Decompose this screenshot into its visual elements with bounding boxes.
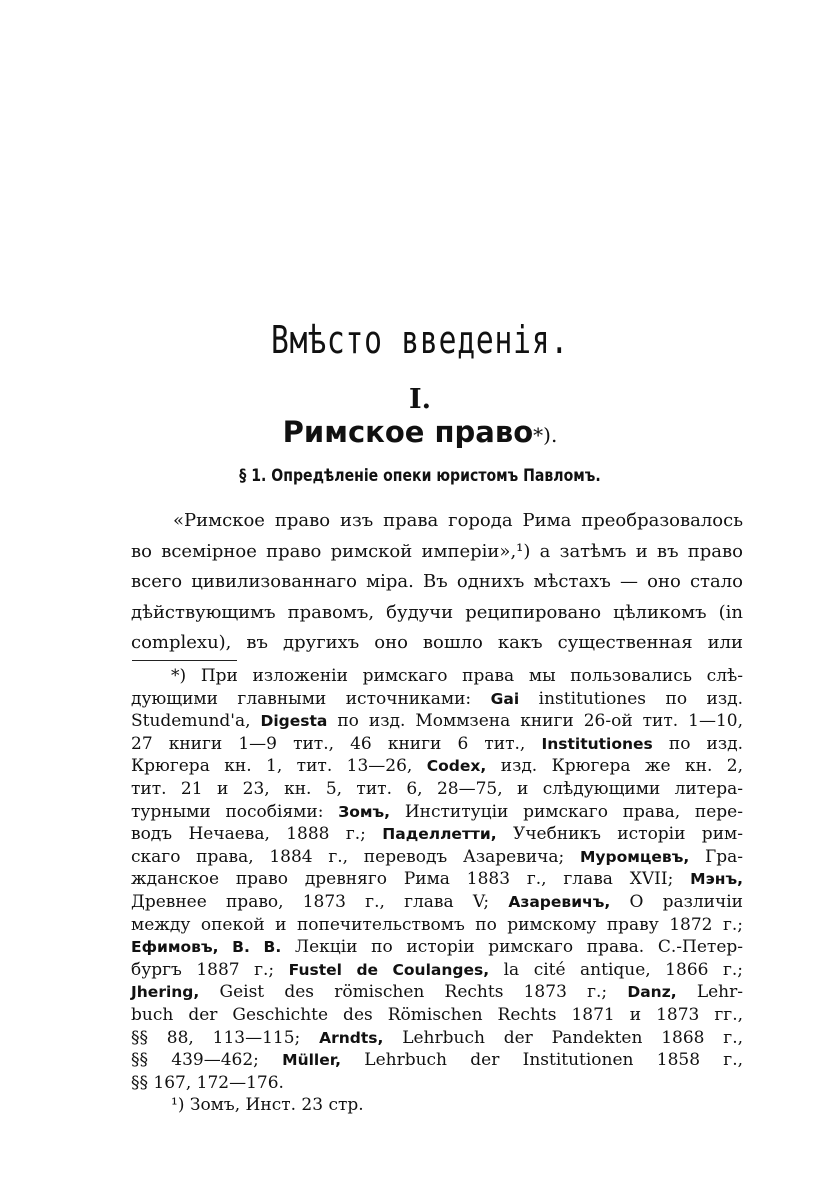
footnote-line xyxy=(131,1049,743,1072)
footnote-line xyxy=(131,710,743,733)
cited-author: Danz, xyxy=(627,983,677,1002)
footnote-line xyxy=(131,846,743,869)
cited-author: Мэнъ, xyxy=(690,870,743,889)
footnote-text: О различіи xyxy=(629,891,744,912)
footnote-line xyxy=(131,823,743,846)
footnote-marker: *) xyxy=(171,666,187,686)
cited-author: Fustel de Coulanges, xyxy=(288,960,490,979)
footnote-line: между опекой и попечительствомъ по римскому праву 1872 г.; xyxy=(131,914,743,935)
cited-author: Азаревичъ, xyxy=(508,892,611,911)
part-title-footnote-mark: *). xyxy=(533,423,558,447)
body-line: дѣйствующимъ правомъ, будучи реципировано цѣликомъ (in xyxy=(131,601,743,623)
body-paragraph xyxy=(131,506,743,659)
footnotes xyxy=(131,665,743,1117)
footnote-text: по изд. Моммзена книги 26-ой тит. 1—10, xyxy=(337,711,743,732)
footnote-line xyxy=(131,936,743,959)
footnote-text: Крюгера кн. 1, тит. 13—26, xyxy=(131,756,413,777)
cited-author: Муромцевъ, xyxy=(579,847,690,866)
footnote-text: Lehrbuch der Institutionen 1858 г., xyxy=(364,1050,743,1071)
cited-source: Digesta xyxy=(260,712,328,731)
footnote-text: дующими главными источниками: xyxy=(131,688,472,709)
footnote-text: la cité antique, 1866 г.; xyxy=(503,959,743,980)
body-line: всего цивилизованнаго міра. Въ однихъ мѣстахъ — оно стало xyxy=(131,571,743,592)
footnote-line xyxy=(131,665,743,688)
footnote-text: жданское право древняго Рима 1883 г., глава XVII; xyxy=(131,869,674,890)
body-line: complexu), въ другихъ оно вошло какъ существенная или xyxy=(131,632,743,653)
footnote-text: Studemund'a, xyxy=(131,711,251,732)
footnote-line xyxy=(131,801,743,824)
cited-author: Jhering, xyxy=(131,983,200,1002)
footnote-text: скаго права, 1884 г., переводъ Азаревича; xyxy=(131,846,565,867)
cited-author: Паделлетти, xyxy=(382,825,497,844)
footnote-text: бургъ 1887 г.; xyxy=(131,959,275,980)
footnote-text: Лекціи по исторіи римскаго права. С.-Петер- xyxy=(294,937,744,958)
footnote-text: изд. Крюгера же кн. 2, xyxy=(500,756,744,777)
part-title xyxy=(0,415,840,449)
footnote-line xyxy=(131,733,743,756)
cited-author: Ефимовъ, В. В. xyxy=(131,938,282,957)
footnote-text: При изложеніи римскаго права мы пользовались слѣ- xyxy=(200,666,743,686)
footnote-text: Учебникъ исторіи рим- xyxy=(513,824,743,845)
cited-author: Arndts, xyxy=(319,1028,384,1047)
footnote-marker: ¹) xyxy=(171,1095,185,1116)
footnote-line: §§ 167, 172—176. xyxy=(131,1072,284,1093)
part-title-text: Римское право xyxy=(282,415,534,449)
cited-author: Müller, xyxy=(282,1051,342,1070)
footnote-text: institutiones по изд. xyxy=(538,688,744,709)
footnote-line xyxy=(131,1027,743,1050)
footnote-text: §§ 88, 113—115; xyxy=(131,1027,301,1048)
footnote-text: по изд. xyxy=(668,733,744,754)
footnote-line xyxy=(131,868,743,891)
footnote-line xyxy=(131,959,743,982)
part-number: I. xyxy=(408,384,432,415)
section-heading: § 1. Опредѣленіе опеки юристомъ Павломъ. xyxy=(239,466,601,486)
footnote-text: Geist des römischen Rechts 1873 г.; xyxy=(219,982,608,1003)
footnote-text: Гра- xyxy=(705,846,744,867)
footnote-text: водъ Нечаева, 1888 г.; xyxy=(131,824,366,845)
footnote-line: buch der Geschichte des Römischen Rechts 1871 и 1873 гг., xyxy=(131,1004,743,1025)
footnote-text: Зомъ, Инст. 23 стр. xyxy=(189,1095,364,1116)
footnote-text: 27 книги 1—9 тит., 46 книги 6 тит., xyxy=(131,733,526,754)
footnote-line xyxy=(131,688,743,711)
footnote-text: §§ 439—462; xyxy=(131,1050,259,1071)
cited-author: Зомъ, xyxy=(338,802,391,821)
cited-source: Gai xyxy=(490,689,520,708)
footnote-divider xyxy=(132,660,237,661)
footnote-text: Институціи римскаго права, пере- xyxy=(404,801,743,822)
cited-source: Codex, xyxy=(426,757,487,776)
body-line: «Римское право изъ права города Рима преобразовалось xyxy=(173,510,743,531)
footnote-line xyxy=(131,981,743,1004)
footnote-line xyxy=(131,891,743,914)
footnote-line xyxy=(131,755,743,778)
body-line: во всемірное право римской имперіи»,¹) а затѣмъ и въ право xyxy=(131,540,743,562)
footnote-line xyxy=(131,1094,743,1117)
main-title: Вмѣсто введенія. xyxy=(270,318,569,362)
footnote-text: Lehr- xyxy=(696,982,743,1003)
cited-source: Institutiones xyxy=(541,734,653,753)
footnote-text: Древнее право, 1873 г., глава V; xyxy=(131,891,490,912)
footnote-line: тит. 21 и 23, кн. 5, тит. 6, 28—75, и слѣдующими литера- xyxy=(131,778,743,799)
footnote-text: турными пособіями: xyxy=(131,801,324,822)
footnote-text: Lehrbuch der Pandekten 1868 г., xyxy=(402,1027,744,1048)
